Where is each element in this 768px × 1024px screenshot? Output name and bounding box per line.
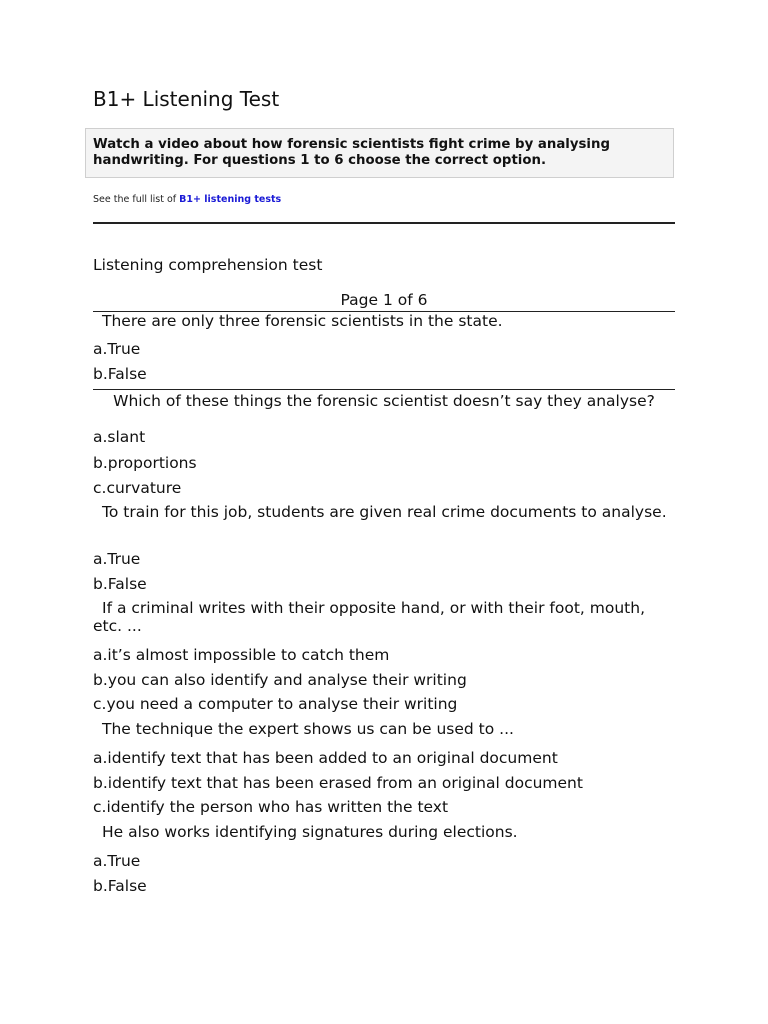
question-2-option-c[interactable]: c.curvature [93, 479, 182, 497]
section-title: Listening comprehension test [93, 256, 323, 274]
listening-tests-link[interactable]: B1+ listening tests [179, 194, 282, 205]
question-divider [93, 389, 675, 390]
page-counter: Page 1 of 6 [340, 291, 428, 309]
see-list-prefix: See the full list of [93, 194, 180, 205]
question-3-option-a[interactable]: a.True [93, 550, 141, 568]
question-5-option-b[interactable]: b.identify text that has been erased from an original document [93, 774, 583, 792]
question-4-option-a[interactable]: a.it’s almost impossible to catch them [93, 646, 390, 664]
question-6-option-b[interactable]: b.False [93, 877, 147, 895]
page-title: B1+ Listening Test [93, 87, 280, 111]
question-2-text: Which of these things the forensic scientist doesn’t say they analyse? [113, 392, 655, 410]
question-3-text: To train for this job, students are given real crime documents to analyse. [102, 503, 667, 521]
see-full-list [93, 194, 281, 205]
question-4-option-c[interactable]: c.you need a computer to analyse their writing [93, 695, 458, 713]
question-6-option-a[interactable]: a.True [93, 852, 141, 870]
question-4-option-b[interactable]: b.you can also identify and analyse their writing [93, 671, 467, 689]
question-6-text: He also works identifying signatures during elections. [102, 823, 518, 841]
question-5-option-c[interactable]: c.identify the person who has written the text [93, 798, 449, 816]
instructions-box: Watch a video about how forensic scientists fight crime by analysing handwriting. For questions 1 to 6 choose the correct option. [85, 128, 674, 178]
question-5-text: The technique the expert shows us can be used to ... [102, 720, 514, 738]
section-divider [93, 222, 675, 224]
question-2-option-a[interactable]: a.slant [93, 428, 146, 446]
question-1-option-a[interactable]: a.True [93, 340, 141, 358]
question-1-text: There are only three forensic scientists in the state. [102, 312, 503, 330]
question-1-option-b[interactable]: b.False [93, 365, 147, 383]
question-2-option-b[interactable]: b.proportions [93, 454, 197, 472]
question-3-option-b[interactable]: b.False [93, 575, 147, 593]
question-5-option-a[interactable]: a.identify text that has been added to an original document [93, 749, 558, 767]
question-4-text: If a criminal writes with their opposite hand, or with their foot, mouth, etc. ... [93, 599, 645, 635]
